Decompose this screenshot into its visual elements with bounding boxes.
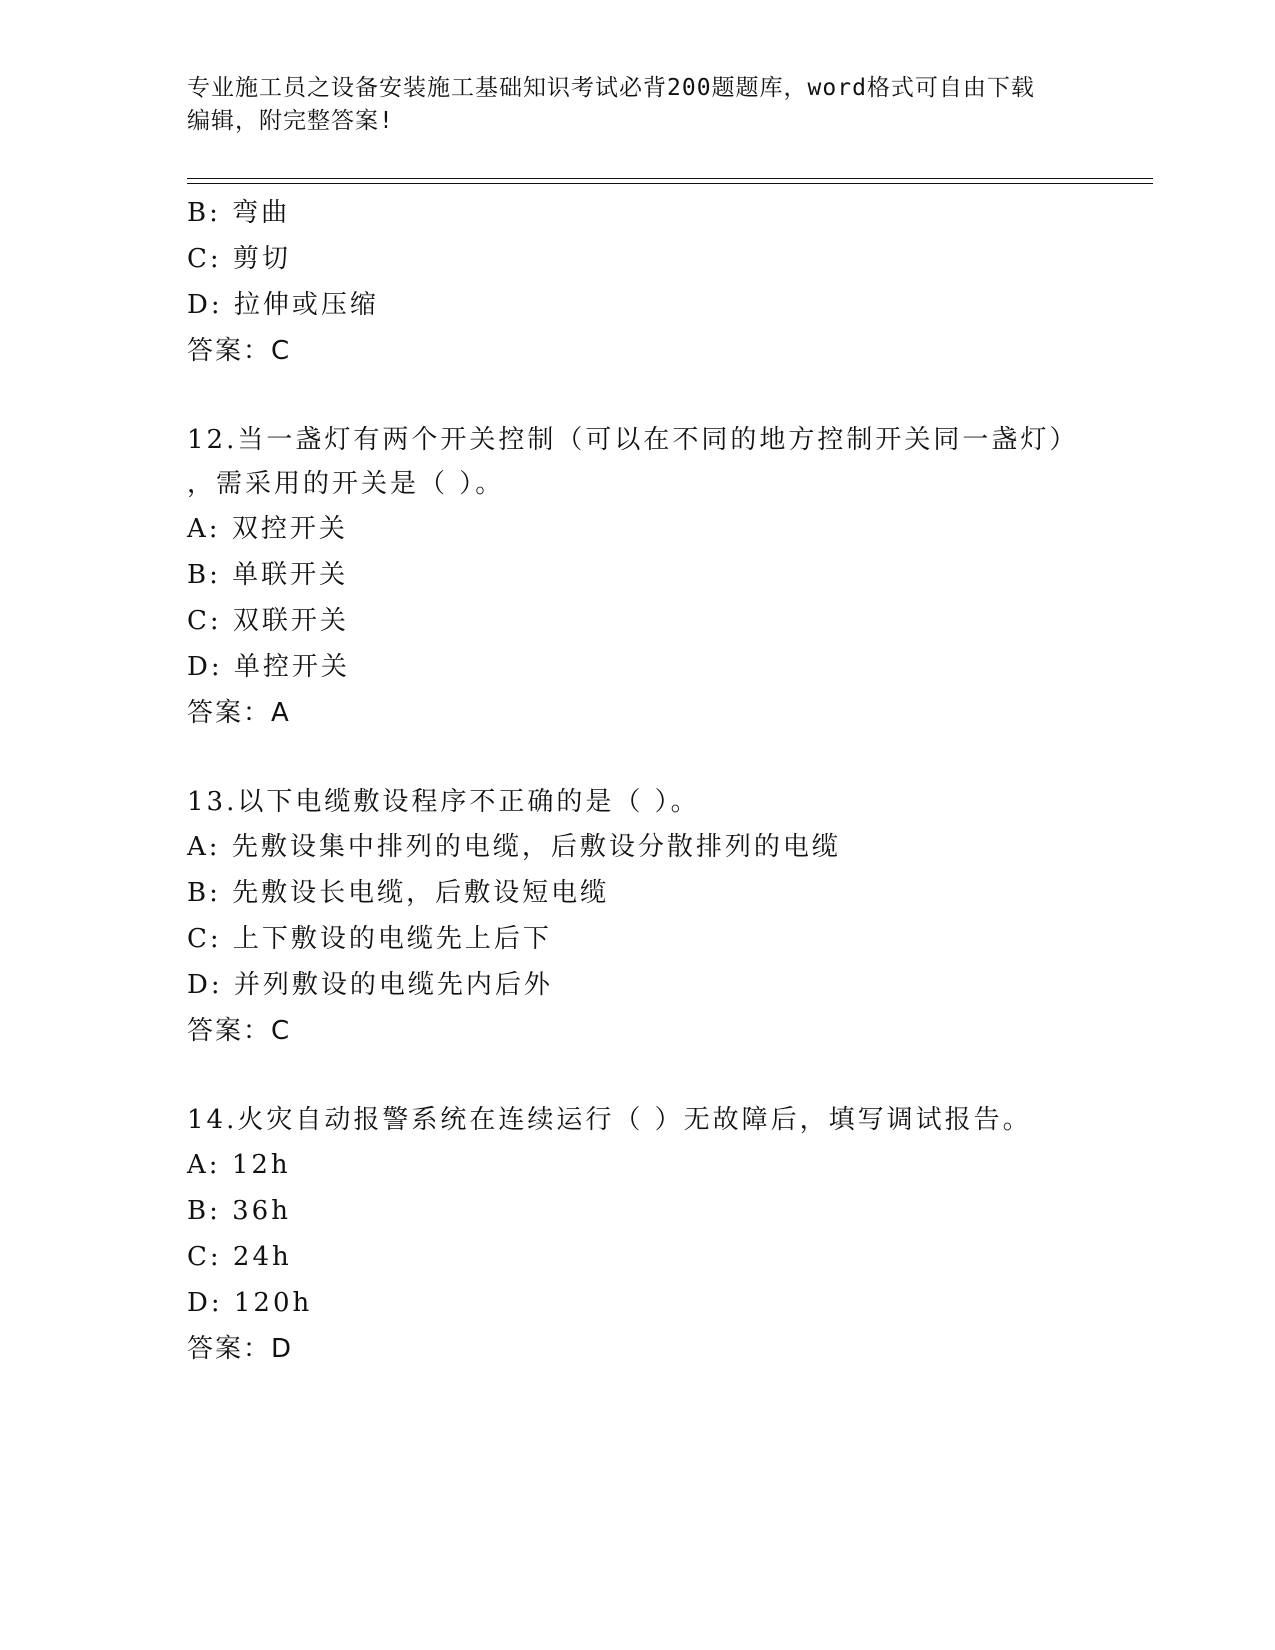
- option-a: [187, 824, 1147, 870]
- option-d: [187, 644, 1147, 690]
- option-key: B:: [187, 198, 221, 228]
- question-list: [187, 190, 1147, 1372]
- question-title: [187, 418, 1147, 506]
- option-d: [187, 1280, 1147, 1326]
- spacer: [187, 1054, 1147, 1098]
- header-divider-bottom: [187, 183, 1153, 184]
- option-c: [187, 1234, 1147, 1280]
- option-text: 并列敷设的电缆先内后外: [233, 970, 553, 1000]
- question-title-line-2: ，需采用的开关是（ ）。: [187, 469, 505, 499]
- option-key: B:: [187, 878, 221, 908]
- option-text: 拉伸或压缩: [233, 290, 379, 320]
- option-key: D:: [187, 652, 223, 682]
- option-key: A:: [187, 832, 221, 862]
- option-text: 剪切: [232, 244, 291, 274]
- previous-question-block: [187, 190, 1147, 374]
- question-title-line-1: 14.火灾自动报警系统在连续运行（ ）无故障后，填写调试报告。: [187, 1105, 1032, 1135]
- option-a: [187, 1142, 1147, 1188]
- option-text: 单控开关: [233, 652, 350, 682]
- question-12: [187, 418, 1147, 736]
- spacer: [187, 736, 1147, 780]
- answer-line: 答案：A: [187, 698, 291, 728]
- answer-line: 答案：C: [187, 1016, 292, 1046]
- spacer: [187, 374, 1147, 418]
- option-c: [187, 916, 1147, 962]
- option-key: A:: [187, 1150, 221, 1180]
- question-title-line-1: 12.当一盏灯有两个开关控制（可以在不同的地方控制开关同一盏灯）: [187, 425, 1079, 455]
- question-title: [187, 1098, 1147, 1142]
- option-text: 24h: [232, 1242, 292, 1272]
- option-key: A:: [187, 514, 221, 544]
- question-title: [187, 780, 1147, 824]
- option-b: [187, 190, 1147, 236]
- option-text: 双控开关: [231, 514, 348, 544]
- option-b: [187, 870, 1147, 916]
- option-text: 双联开关: [232, 606, 349, 636]
- option-text: 上下敷设的电缆先上后下: [232, 924, 552, 954]
- answer-line: 答案：C: [187, 336, 292, 366]
- option-a: [187, 506, 1147, 552]
- option-key: D:: [187, 1288, 223, 1318]
- option-d: [187, 962, 1147, 1008]
- option-b: [187, 1188, 1147, 1234]
- option-text: 弯曲: [232, 198, 291, 228]
- header-line-2: 编辑，附完整答案!: [187, 108, 394, 134]
- option-text: 先敷设长电缆，后敷设短电缆: [232, 878, 610, 908]
- option-text: 36h: [232, 1196, 291, 1226]
- question-13: [187, 780, 1147, 1054]
- option-text: 先敷设集中排列的电缆，后敷设分散排列的电缆: [231, 832, 841, 862]
- question-14: [187, 1098, 1147, 1372]
- option-key: C:: [187, 924, 222, 954]
- option-key: B:: [187, 1196, 221, 1226]
- option-text: 单联开关: [232, 560, 349, 590]
- question-title-line-1: 13.以下电缆敷设程序不正确的是（ ）。: [187, 787, 700, 817]
- header-divider-top: [187, 178, 1153, 179]
- option-c: [187, 598, 1147, 644]
- option-text: 12h: [231, 1150, 291, 1180]
- option-key: C:: [187, 606, 222, 636]
- option-key: D:: [187, 970, 223, 1000]
- option-d: [187, 282, 1147, 328]
- option-text: 120h: [233, 1288, 313, 1318]
- header-line-1: 专业施工员之设备安装施工基础知识考试必背200题题库，word格式可自由下载: [187, 75, 1035, 101]
- option-b: [187, 552, 1147, 598]
- option-key: C:: [187, 244, 222, 274]
- option-key: B:: [187, 560, 221, 590]
- option-c: [187, 236, 1147, 282]
- answer-line: 答案：D: [187, 1334, 294, 1364]
- document-header: [187, 72, 1087, 138]
- option-key: C:: [187, 1242, 222, 1272]
- option-key: D:: [187, 290, 223, 320]
